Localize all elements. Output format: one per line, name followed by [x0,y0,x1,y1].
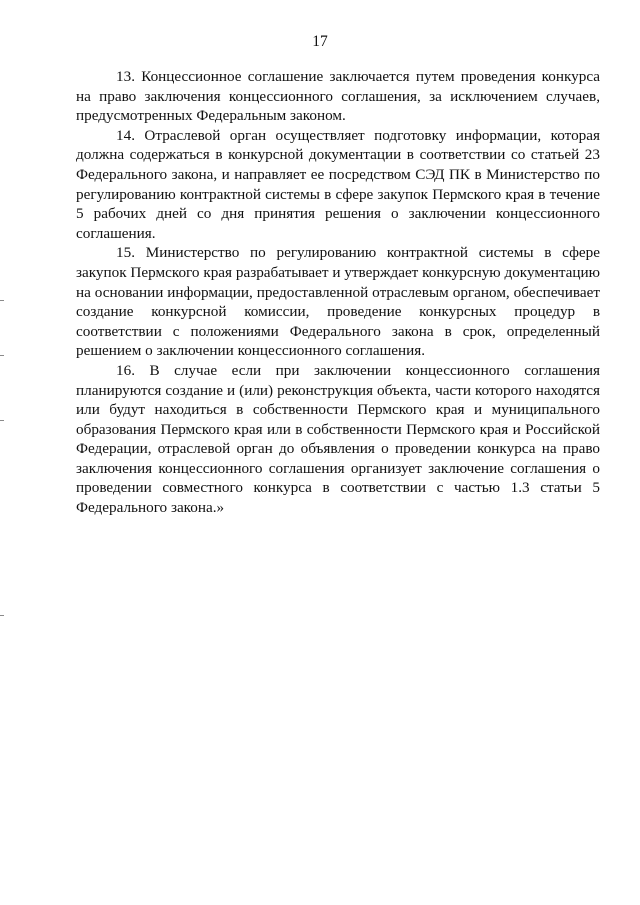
document-body [76,67,600,518]
page-number: 17 [312,33,328,50]
scan-mark [0,300,4,301]
paragraph-14: 14. Отраслевой орган осуществляет подготовку информации, которая должна содержаться в конкурсной документации в соответствии со статьей 23 Федерального закона, и направляет ее посредством СЭД ПК в Министерство по регулированию контрактной системы в сфере закупок Пермского края в течение 5 рабочих дней со дня принятия решения о заключении концессионного соглашения. [76,126,600,242]
scan-mark [0,420,4,421]
paragraph-15: 15. Министерство по регулированию контрактной системы в сфере закупок Пермского края разрабатывает и утверждает конкурсную документацию на основании информации, предоставленной отраслевым органом, обеспечивает создание конкурсной комиссии, проведение конкурсных процедур в соответствии с положениями Федерального закона в срок, определенный решением о заключении концессионного соглашения. [76,244,600,360]
scan-mark [0,615,4,616]
scan-margin-marks [0,0,6,905]
paragraph-16: 16. В случае если при заключении концессионного соглашения планируются создание и (или) реконструкция объекта, части которого находятся или будут находиться в собственности Пермского края и муниципального образования Пермского края или в собственности Пермского края и Российской Федерации, отраслевой орган до объявления о проведении конкурса на право заключения концессионного соглашения организует заключение соглашения о проведении совместного конкурса в соответствии с частью 1.3 статьи 5 Федерального закона.» [76,361,600,517]
scan-mark [0,355,4,356]
paragraph-13: 13. Концессионное соглашение заключается путем проведения конкурса на право заключения концессионного соглашения, за исключением случаев, предусмотренных Федеральным законом. [76,68,600,125]
